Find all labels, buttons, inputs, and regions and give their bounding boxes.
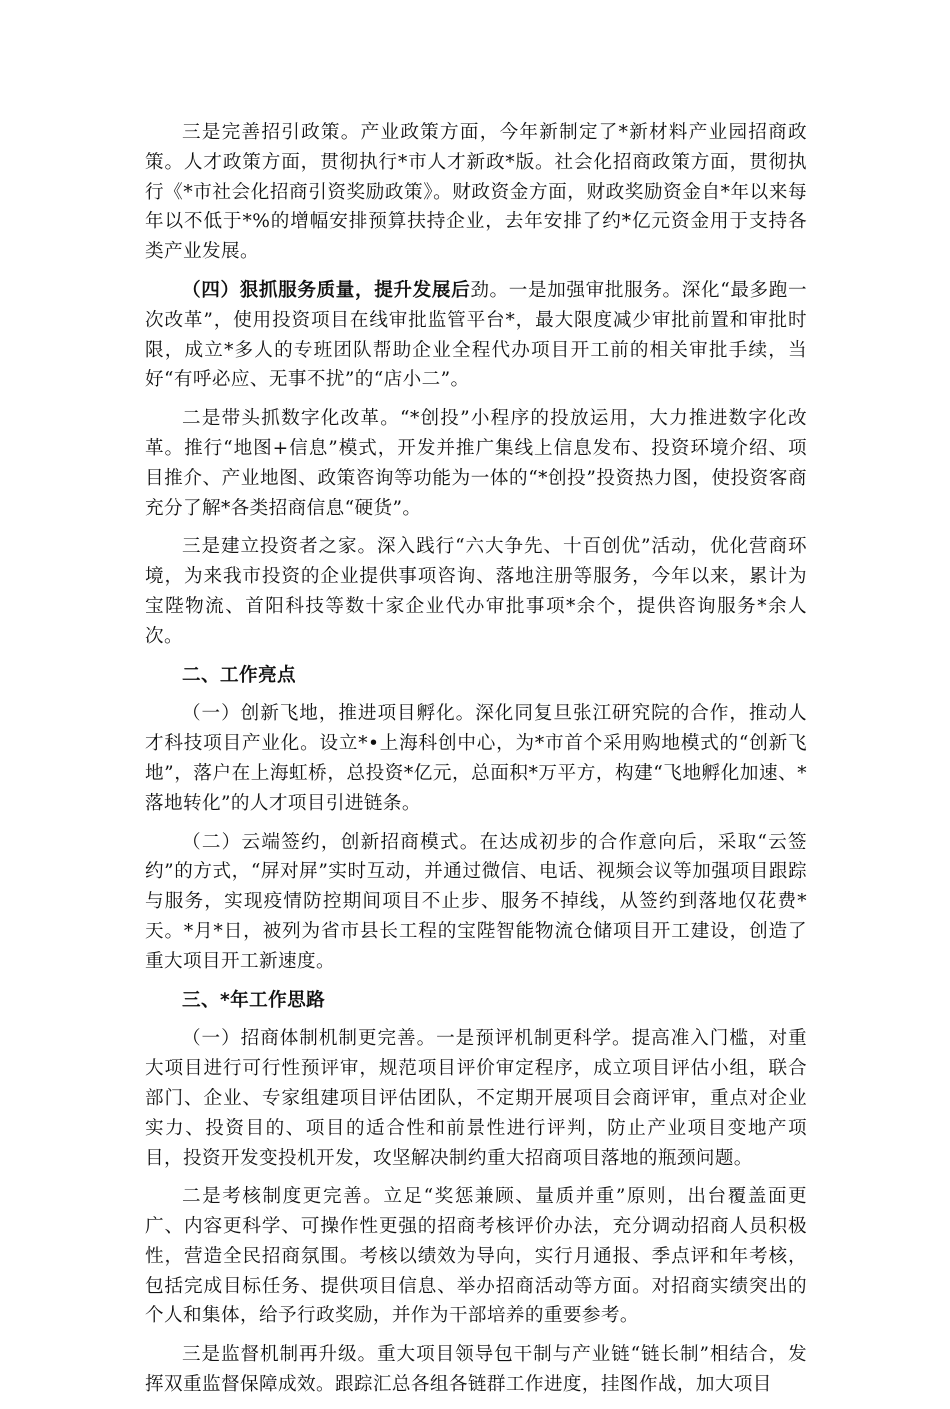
paragraph-innovation-enclave: （一）创新飞地，推进项目孵化。深化同复旦张江研究院的合作，推动人才科技项目产业化。设立*•上海科创中心，为*市首个采用购地模式的“创新飞地”，落户在上海虹桥，总投资*亿元，总面积*万平方，构建“飞地孵化加速、*落地转化”的人才项目引进链条。 — [145, 703, 807, 814]
document-body — [145, 118, 807, 1409]
section-lead-service-quality: （四）狠抓服务质量，提升发展后 — [182, 279, 471, 301]
paragraph-cloud-signing: （二）云端签约，创新招商模式。在达成初步的合作意向后，采取“云签约”的方式，“屏对屏”实时互动，并通过微信、电话、视频会议等加强项目跟踪与服务，实现疫情防控期间项目不止步、服务不掉线，从签约到落地仅花费*天。*月*日，被列为省市县长工程的宝陛智能物流仓储项目开工建设，创造了重大项目开工新速度。 — [145, 831, 807, 972]
paragraph-policy: 三是完善招引政策。产业政策方面，今年新制定了*新材料产业园招商政策。人才政策方面，贯彻执行*市人才新政*版。社会化招商政策方面，贯彻执行《*市社会化招商引资奖励政策》。财政资金方面，财政奖励资金自*年以来每年以不低于*%的增幅安排预算扶持企业，去年安排了约*亿元资金用于支持各类产业发展。 — [145, 122, 807, 263]
paragraph-assessment: 二是考核制度更完善。立足“奖惩兼顾、量质并重”原则，出台覆盖面更广、内容更科学、可操作性更强的招商考核评价办法，充分调动招商人员积极性，营造全民招商氛围。考核以绩效为导向，实行月通报、季点评和年考核，包括完成目标任务、提供项目信息、举办招商活动等方面。对招商实绩突出的个人和集体，给予行政奖励，并作为干部培养的重要参考。 — [145, 1186, 807, 1327]
heading-work-plan: 三、*年工作思路 — [182, 989, 326, 1011]
paragraph-service-quality-text: 劲。一是加强审批服务。深化“最多跑一次改革”，使用投资项目在线审批监管平台*，最大限度减少审批前置和审批时限，成立*多人的专班团队帮助企业全程代办项目开工前的相关审批手续，当好“有呼必应、无事不扰”的“店小二”。 — [145, 279, 807, 391]
paragraph-digital-reform: 二是带头抓数字化改革。“*创投”小程序的投放运用，大力推进数字化改革。推行“地图+信息”模式，开发并推广集线上信息发布、投资环境介绍、项目推介、产业地图、政策咨询等功能为一体的“*创投”投资热力图，使投资客商充分了解*各类招商信息“硬货”。 — [145, 408, 807, 519]
heading-highlights: 二、工作亮点 — [182, 664, 296, 686]
paragraph-mechanism: （一）招商体制机制更完善。一是预评机制更科学。提高准入门槛，对重大项目进行可行性预评审，规范项目评价审定程序，成立项目评估小组，联合部门、企业、专家组建项目评估团队，不定期开展项目会商评审，重点对企业实力、投资目的、项目的适合性和前景性进行评判，防止产业项目变地产项目，投资开发变投机开发，攻坚解决制约重大招商项目落地的瓶颈问题。 — [145, 1028, 807, 1169]
paragraph-service-quality — [145, 276, 807, 395]
paragraph-investor-home: 三是建立投资者之家。深入践行“六大争先、十百创优”活动，优化营商环境，为来我市投资的企业提供事项咨询、落地注册等服务，今年以来，累计为宝陛物流、首阳科技等数十家企业代办审批事项*余个，提供咨询服务*余人次。 — [145, 536, 807, 647]
paragraph-supervision: 三是监督机制再升级。重大项目领导包干制与产业链“链长制”相结合，发挥双重监督保障成效。跟踪汇总各组各链群工作进度，挂图作战，加大项目 — [145, 1344, 807, 1396]
